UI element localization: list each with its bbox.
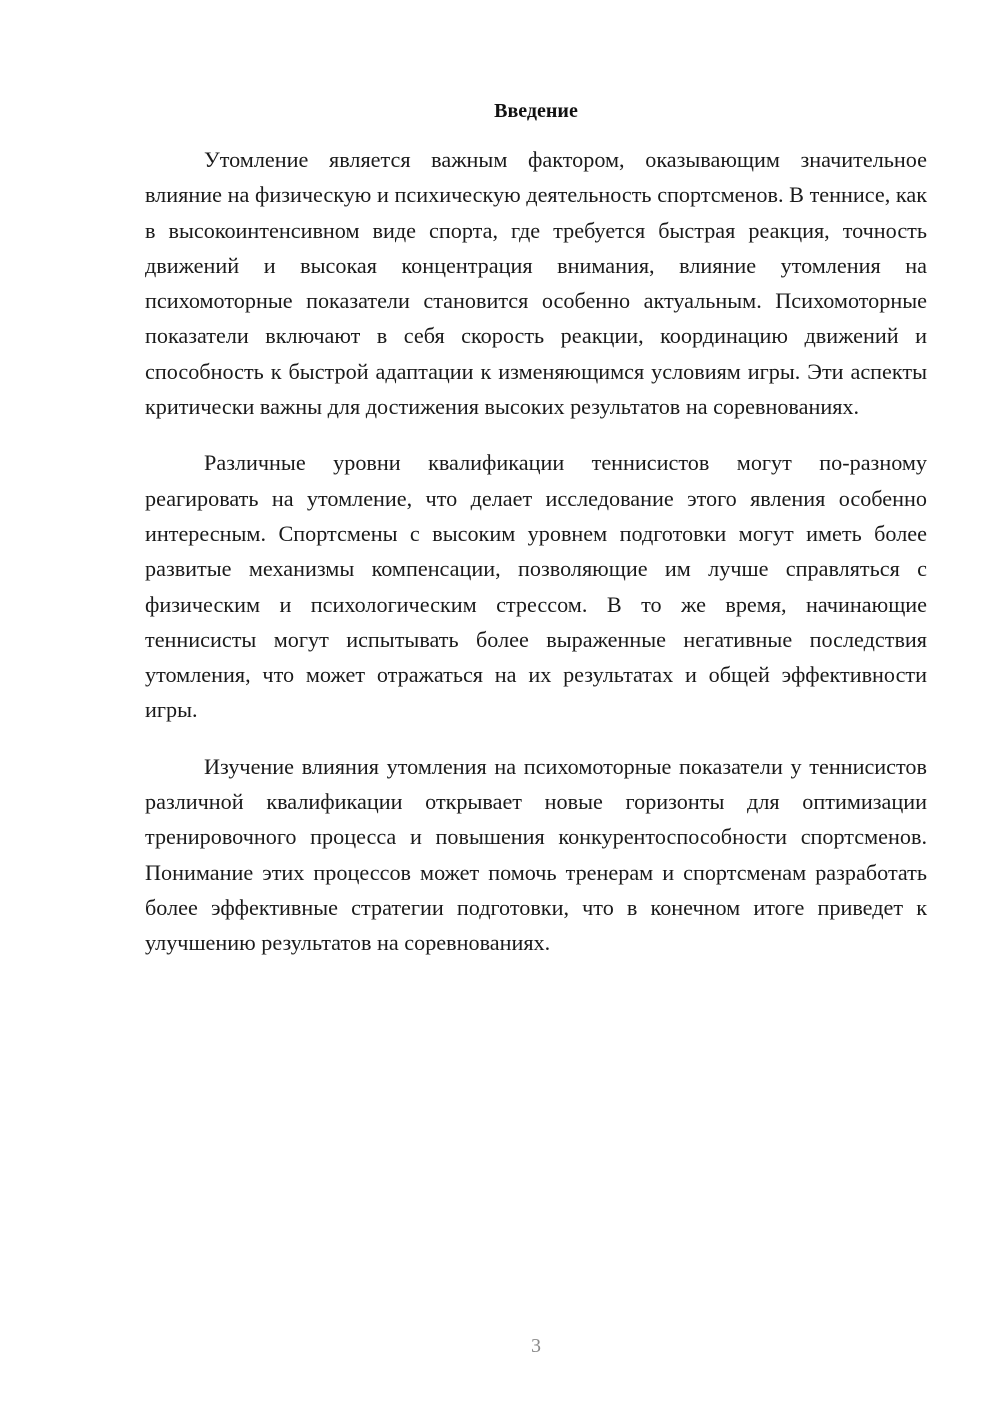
paragraph-1: Утомление является важным фактором, оказывающим значительное влияние на физическую и психическую деятельность спортсменов. В теннисе, как в высокоинтенсивном виде спорта, где требуется быстрая реакция, точность движений и высокая концентрация внимания, влияние утомления на психомоторные показатели становится особенно актуальным. Психомоторные показатели включают в себя скорость реакции, координацию движений и способность к быстрой адаптации к изменяющимся условиям игры. Эти аспекты критически важны для достижения высоких результатов на соревнованиях. [145,147,927,420]
document-body [145,142,927,982]
paragraph-2: Различные уровни квалификации теннисистов могут по-разному реагировать на утомление, что делает исследование этого явления особенно интересным. Спортсмены с высоким уровнем подготовки могут иметь более развитые механизмы компенсации, позволяющие им лучше справляться с физическим и психологическим стрессом. В то же время, начинающие теннисисты могут испытывать более выраженные негативные последствия утомления, что может отражаться на их результатах и общей эффективности игры. [145,450,927,723]
paragraph-3: Изучение влияния утомления на психомоторные показатели у теннисистов различной квалификации открывает новые горизонты для оптимизации тренировочного процесса и повышения конкурентоспособности спортсменов. Понимание этих процессов может помочь тренерам и спортсменам разработать более эффективные стратегии подготовки, что в конечном итоге приведет к улучшению результатов на соревнованиях. [145,753,927,956]
page-number: 3 [531,1335,541,1357]
page-title: Введение [494,100,578,122]
